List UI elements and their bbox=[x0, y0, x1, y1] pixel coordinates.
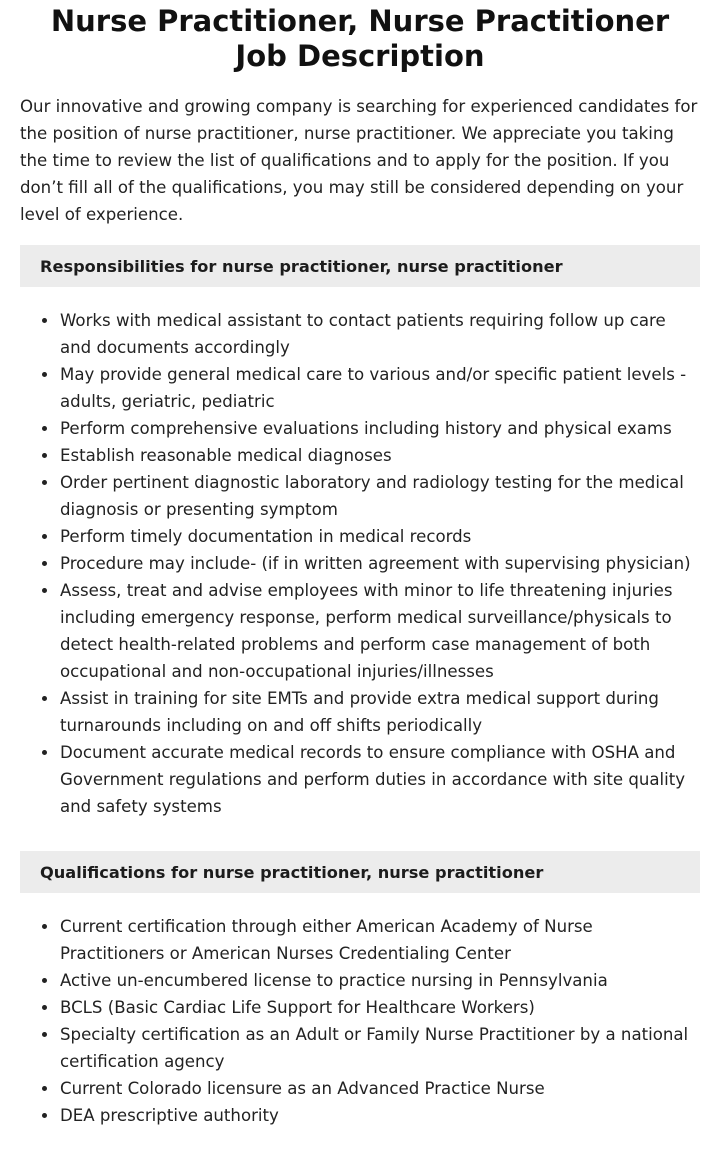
bullet-icon bbox=[42, 750, 47, 755]
list-item-text: DEA prescriptive authority bbox=[60, 1106, 279, 1125]
page-title: Nurse Practitioner, Nurse Practitioner Job Description bbox=[50, 4, 670, 73]
list-item-text: Perform comprehensive evaluations including history and physical exams bbox=[60, 419, 672, 438]
list-item-text: Works with medical assistant to contact patients requiring follow up care and documents accordingly bbox=[60, 311, 666, 357]
list-item bbox=[20, 685, 700, 739]
list-item-text: Procedure may include- (if in written agreement with supervising physician) bbox=[60, 554, 691, 573]
list-item-text: Current certification through either American Academy of Nurse Practitioners or American Nurses Credentialing Center bbox=[60, 917, 593, 963]
list-item bbox=[20, 577, 700, 685]
bullet-icon bbox=[42, 924, 47, 929]
list-item bbox=[20, 361, 700, 415]
bullet-icon bbox=[42, 588, 47, 593]
list-item-text: Perform timely documentation in medical records bbox=[60, 527, 472, 546]
list-item bbox=[20, 994, 700, 1021]
responsibilities-header bbox=[20, 245, 700, 287]
list-item bbox=[20, 442, 700, 469]
bullet-icon bbox=[42, 453, 47, 458]
responsibilities-list bbox=[20, 307, 700, 820]
list-item-text: Document accurate medical records to ensure compliance with OSHA and Government regulations and perform duties in accordance with site quality and safety systems bbox=[60, 743, 686, 816]
list-item bbox=[20, 967, 700, 994]
list-item bbox=[20, 1075, 700, 1102]
bullet-icon bbox=[42, 480, 47, 485]
bullet-icon bbox=[42, 1113, 47, 1118]
list-item bbox=[20, 739, 700, 820]
bullet-icon bbox=[42, 978, 47, 983]
bullet-icon bbox=[42, 318, 47, 323]
qualifications-heading: Qualifications for nurse practitioner, nurse practitioner bbox=[40, 862, 544, 882]
list-item-text: BCLS (Basic Cardiac Life Support for Healthcare Workers) bbox=[60, 998, 535, 1017]
list-item-text: Specialty certification as an Adult or Family Nurse Practitioner by a national certification agency bbox=[60, 1025, 689, 1071]
bullet-icon bbox=[42, 372, 47, 377]
list-item bbox=[20, 913, 700, 967]
bullet-icon bbox=[42, 426, 47, 431]
list-item-text: May provide general medical care to various and/or specific patient levels - adults, geriatric, pediatric bbox=[60, 365, 687, 411]
qualifications-list bbox=[20, 913, 700, 1129]
list-item bbox=[20, 523, 700, 550]
intro-paragraph: Our innovative and growing company is searching for experienced candidates for the position of nurse practitioner, nurse practitioner. We appreciate you taking the time to review the list of qualifications and to apply for the position. If you don’t fill all of the qualifications, you may still be considered depending on your level of experience. bbox=[20, 97, 698, 224]
qualifications-header bbox=[20, 851, 700, 893]
list-item bbox=[20, 1021, 700, 1075]
job-description-page bbox=[0, 4, 720, 1129]
bullet-icon bbox=[42, 561, 47, 566]
list-item bbox=[20, 307, 700, 361]
list-item-text: Assess, treat and advise employees with minor to life threatening injuries including emergency response, perform medical surveillance/physicals to detect health-related problems and perform case management of both occupational and non-occupational injuries/illnesses bbox=[60, 581, 673, 681]
bullet-icon bbox=[42, 1032, 47, 1037]
list-item-text: Establish reasonable medical diagnoses bbox=[60, 446, 392, 465]
bullet-icon bbox=[42, 534, 47, 539]
responsibilities-heading: Responsibilities for nurse practitioner, nurse practitioner bbox=[40, 256, 563, 276]
list-item-text: Active un-encumbered license to practice nursing in Pennsylvania bbox=[60, 971, 608, 990]
list-item-text: Order pertinent diagnostic laboratory and radiology testing for the medical diagnosis or presenting symptom bbox=[60, 473, 684, 519]
list-item bbox=[20, 469, 700, 523]
list-item bbox=[20, 1102, 700, 1129]
list-item bbox=[20, 415, 700, 442]
bullet-icon bbox=[42, 1005, 47, 1010]
bullet-icon bbox=[42, 696, 47, 701]
list-item bbox=[20, 550, 700, 577]
list-item-text: Current Colorado licensure as an Advanced Practice Nurse bbox=[60, 1079, 545, 1098]
bullet-icon bbox=[42, 1086, 47, 1091]
section-spacer bbox=[20, 820, 700, 834]
list-item-text: Assist in training for site EMTs and provide extra medical support during turnarounds including on and off shifts periodically bbox=[60, 689, 659, 735]
